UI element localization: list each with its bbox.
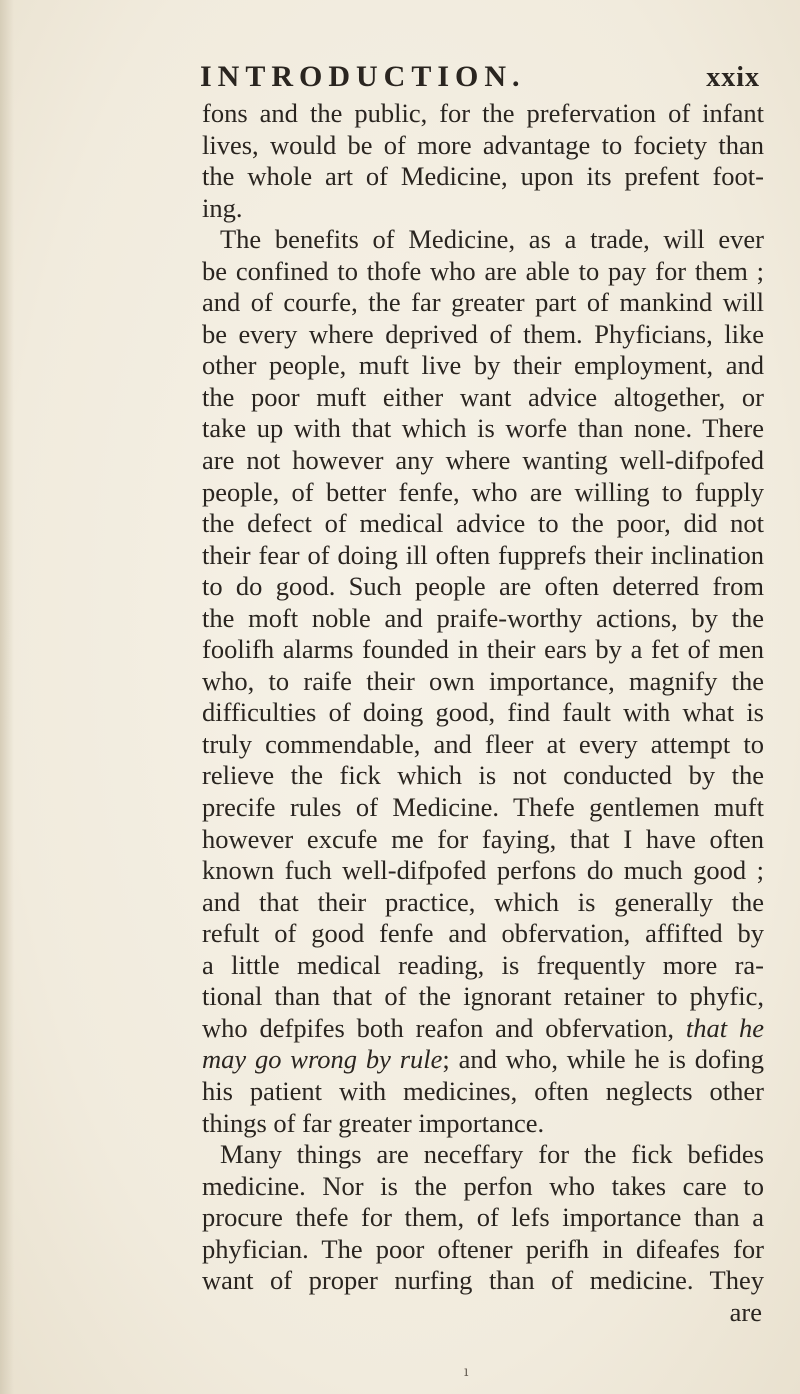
text-line: tional than that of the ignorant retainer to phyfic, (202, 981, 764, 1012)
text-line: Many things are neceffary for the fick befides (220, 1139, 764, 1170)
text-line: want of proper nurfing than of medicine. They (202, 1265, 764, 1296)
body-text (202, 98, 764, 1328)
text-line: who, to raife their own importance, magnify the (202, 665, 764, 696)
text-line: refult of good fenfe and obfervation, affifted by (202, 918, 764, 949)
text-line: known fuch well-difpofed perfons do much good ; (202, 855, 764, 886)
text-line: to do good. Such people are often deterred from (202, 571, 764, 602)
catchword: are (729, 1296, 762, 1327)
text-line: the defect of medical advice to the poor, did not (202, 508, 764, 539)
text-line-with-italic (202, 1013, 764, 1045)
ink-speck-icon: ı (464, 1364, 469, 1380)
text-line: lives, would be of more advantage to fociety than (202, 129, 764, 160)
text-line: be every where deprived of them. Phyficians, like (202, 318, 764, 349)
line-text: who defpifes both reafon and obfervation, (202, 1012, 675, 1043)
page-header (200, 60, 760, 96)
text-line: their fear of doing ill often fupprefs their inclination (202, 539, 764, 570)
text-line: the whole art of Medicine, upon its prefent foot- (202, 161, 764, 192)
text-line: take up with that which is worfe than none. There (202, 413, 764, 444)
text-line: things of far greater importance. (202, 1107, 545, 1138)
page-number: xxix (706, 62, 760, 93)
running-head: INTRODUCTION. (200, 60, 526, 93)
line-text: ; and who, while he is dofing (442, 1044, 764, 1075)
text-line: and that their practice, which is generally the (202, 886, 764, 917)
text-line: fons and the public, for the prefervation of infant (202, 98, 764, 128)
text-line: truly commendable, and fleer at every attempt to (202, 728, 764, 759)
italic-phrase: that he (685, 1012, 765, 1043)
text-line: be confined to thofe who are able to pay for them ; (202, 255, 764, 286)
text-line: foolifh alarms founded in their ears by a fet of men (202, 634, 764, 665)
text-line: a little medical reading, is frequently more ra- (202, 949, 764, 980)
text-line: procure thefe for them, of lefs importance than a (202, 1202, 764, 1233)
binding-gutter (0, 0, 14, 1394)
text-line: and of courfe, the far greater part of mankind will (202, 287, 764, 318)
text-line: the poor muft either want advice altogether, or (202, 381, 764, 412)
text-line: the moft noble and praife-worthy actions, by the (202, 602, 764, 633)
text-line-with-italic (202, 1044, 764, 1076)
text-line: medicine. Nor is the perfon who takes care to (202, 1170, 764, 1201)
text-line: relieve the fick which is not conducted by the (202, 760, 764, 791)
text-line: phyfician. The poor oftener perifh in difeafes for (202, 1233, 764, 1264)
text-line: difficulties of doing good, find fault with what is (202, 697, 764, 728)
text-line: however excufe me for faying, that I have often (202, 823, 764, 854)
text-line: other people, muft live by their employment, and (202, 350, 764, 381)
text-line: people, of better fenfe, who are willing to fupply (202, 476, 764, 507)
text-line: precife rules of Medicine. Thefe gentlemen muft (202, 792, 764, 823)
text-line: his patient with medicines, often neglects other (202, 1075, 764, 1106)
text-line: The benefits of Medicine, as a trade, will ever (220, 224, 764, 255)
text-line: are not however any where wanting well-difpofed (202, 445, 764, 476)
text-line: ing. (202, 192, 243, 223)
italic-phrase: may go wrong by rule (202, 1044, 443, 1075)
